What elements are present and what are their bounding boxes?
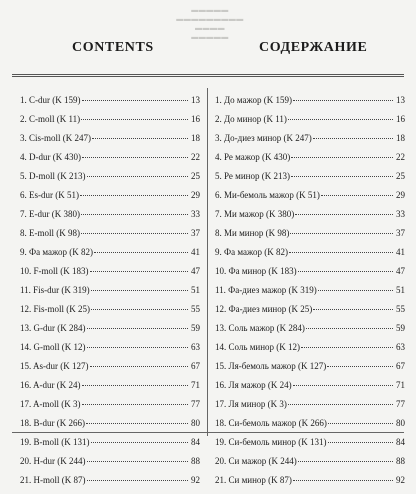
dot-leader bbox=[87, 480, 189, 481]
toc-entry-title: 9. Фа мажор (K 82) bbox=[215, 247, 288, 257]
toc-entry-title: 12. Fis-moll (K 25) bbox=[20, 304, 91, 314]
toc-entry-title: 18. Си-бемоль мажор (K 266) bbox=[215, 418, 327, 428]
toc-entry bbox=[20, 171, 200, 190]
dot-leader bbox=[288, 119, 393, 120]
dot-leader bbox=[87, 328, 189, 329]
toc-entry-title: 21. Си минор (K 87) bbox=[215, 475, 292, 485]
dot-leader bbox=[90, 366, 189, 367]
toc-entry-page: 33 bbox=[191, 209, 200, 219]
toc-entry-title: 15. As-dur (K 127) bbox=[20, 361, 89, 371]
dot-leader bbox=[318, 290, 393, 291]
toc-entry-page: 55 bbox=[396, 304, 405, 314]
dot-leader bbox=[91, 309, 188, 310]
toc-entry-page: 59 bbox=[396, 323, 405, 333]
toc-entry-title: 19. B-moll (K 131) bbox=[20, 437, 90, 447]
dot-leader bbox=[328, 423, 393, 424]
toc-entry bbox=[20, 190, 200, 209]
toc-entry-page: 41 bbox=[191, 247, 200, 257]
dot-leader bbox=[87, 347, 189, 348]
dot-leader bbox=[82, 404, 189, 405]
toc-entry bbox=[20, 475, 200, 494]
toc-entry-title: 5. D-moll (K 213) bbox=[20, 171, 86, 181]
toc-entry bbox=[20, 380, 200, 399]
toc-entry-title: 6. Es-dur (K 51) bbox=[20, 190, 79, 200]
dot-leader bbox=[86, 423, 188, 424]
toc-entry-title: 16. Ля мажор (K 24) bbox=[215, 380, 292, 390]
toc-entry bbox=[215, 266, 405, 285]
toc-entry-page: 63 bbox=[396, 342, 405, 352]
toc-entry bbox=[20, 285, 200, 304]
toc-entry bbox=[215, 323, 405, 342]
toc-entry-page: 33 bbox=[396, 209, 405, 219]
toc-entry-page: 51 bbox=[191, 285, 200, 295]
toc-entry bbox=[20, 95, 200, 114]
toc-entry bbox=[215, 171, 405, 190]
toc-entry-title: 14. G-moll (K 12) bbox=[20, 342, 86, 352]
toc-entry bbox=[20, 152, 200, 171]
toc-entry-page: 37 bbox=[396, 228, 405, 238]
toc-entry-title: 4. Ре мажор (K 430) bbox=[215, 152, 291, 162]
toc-entry-title: 1. C-dur (K 159) bbox=[20, 95, 81, 105]
toc-entry-title: 16. A-dur (K 24) bbox=[20, 380, 81, 390]
toc-entry-title: 4. D-dur (K 430) bbox=[20, 152, 81, 162]
toc-entry-title: 15. Ля-бемоль мажор (K 127) bbox=[215, 361, 327, 371]
toc-entry-title: 12. Фа-диез минор (K 25) bbox=[215, 304, 313, 314]
toc-entry-page: 55 bbox=[191, 304, 200, 314]
toc-entry-page: 22 bbox=[396, 152, 405, 162]
toc-entry-title: 14. Соль минор (K 12) bbox=[215, 342, 301, 352]
toc-entry bbox=[20, 361, 200, 380]
toc-entry-title: 13. G-dur (K 284) bbox=[20, 323, 86, 333]
dot-leader bbox=[313, 138, 393, 139]
toc-entry bbox=[20, 209, 200, 228]
column-divider bbox=[207, 88, 208, 436]
toc-entry bbox=[215, 475, 405, 494]
dot-leader bbox=[81, 214, 188, 215]
toc-entry bbox=[20, 228, 200, 247]
toc-entry-title: 5. Ре минор (K 213) bbox=[215, 171, 290, 181]
toc-entry-page: 25 bbox=[396, 171, 405, 181]
toc-entry-page: 88 bbox=[191, 456, 200, 466]
dot-leader bbox=[306, 328, 393, 329]
toc-entry bbox=[215, 228, 405, 247]
toc-entry-title: 17. Ля минор (K 3) bbox=[215, 399, 287, 409]
toc-entry bbox=[215, 361, 405, 380]
toc-entry bbox=[215, 209, 405, 228]
toc-entry bbox=[215, 133, 405, 152]
toc-entry-title: 20. Си мажор (K 244) bbox=[215, 456, 297, 466]
dot-leader bbox=[293, 385, 393, 386]
toc-entry bbox=[20, 342, 200, 361]
toc-entry-title: 8. Ми минор (K 98) bbox=[215, 228, 290, 238]
toc-entry bbox=[215, 380, 405, 399]
toc-entry-page: 47 bbox=[191, 266, 200, 276]
toc-entry-title: 13. Соль мажор (K 284) bbox=[215, 323, 305, 333]
dot-leader bbox=[298, 461, 393, 462]
toc-entry bbox=[20, 437, 200, 456]
toc-entry-page: 25 bbox=[191, 171, 200, 181]
toc-entry-page: 67 bbox=[396, 361, 405, 371]
toc-entry bbox=[215, 437, 405, 456]
toc-entry-title: 2. C-moll (K 11) bbox=[20, 114, 81, 124]
toc-entry bbox=[215, 304, 405, 323]
toc-entry-title: 7. E-dur (K 380) bbox=[20, 209, 80, 219]
toc-entry-page: 51 bbox=[396, 285, 405, 295]
dot-leader bbox=[295, 214, 393, 215]
toc-entry bbox=[215, 342, 405, 361]
toc-column-english bbox=[20, 95, 200, 494]
dot-leader bbox=[82, 385, 189, 386]
toc-entry bbox=[20, 133, 200, 152]
toc-entry-page: 22 bbox=[191, 152, 200, 162]
toc-entry-page: 29 bbox=[396, 190, 405, 200]
dot-leader bbox=[81, 233, 188, 234]
toc-entry bbox=[215, 418, 405, 437]
toc-entry-page: 29 bbox=[191, 190, 200, 200]
dot-leader bbox=[87, 176, 189, 177]
toc-entry-title: 1. До мажор (K 159) bbox=[215, 95, 293, 105]
dot-leader bbox=[321, 195, 393, 196]
toc-entry bbox=[20, 304, 200, 323]
toc-entry-page: 77 bbox=[191, 399, 200, 409]
toc-entry bbox=[215, 95, 405, 114]
dot-leader bbox=[313, 309, 393, 310]
toc-entry-page: 80 bbox=[396, 418, 405, 428]
toc-entry bbox=[20, 266, 200, 285]
dot-leader bbox=[94, 252, 188, 253]
toc-entry-page: 37 bbox=[191, 228, 200, 238]
toc-entry-title: 17. A-moll (K 3) bbox=[20, 399, 81, 409]
toc-entry-page: 59 bbox=[191, 323, 200, 333]
toc-entry-title: 7. Ми мажор (K 380) bbox=[215, 209, 295, 219]
dot-leader bbox=[82, 100, 189, 101]
toc-entry-page: 84 bbox=[191, 437, 200, 447]
toc-entry-title: 10. F-moll (K 183) bbox=[20, 266, 89, 276]
contents-heading-russian: СОДЕРЖАНИЕ bbox=[259, 40, 368, 55]
toc-entry bbox=[20, 247, 200, 266]
toc-entry-page: 13 bbox=[191, 95, 200, 105]
dot-leader bbox=[91, 442, 189, 443]
toc-entry-title: 11. Фа-диез мажор (K 319) bbox=[215, 285, 317, 295]
toc-entry bbox=[215, 114, 405, 133]
dot-leader bbox=[291, 176, 393, 177]
toc-entry-page: 18 bbox=[191, 133, 200, 143]
dot-leader bbox=[82, 157, 188, 158]
dot-leader bbox=[90, 271, 189, 272]
toc-entry-title: 8. E-moll (K 98) bbox=[20, 228, 80, 238]
toc-entry-title: 3. Cis-moll (K 247) bbox=[20, 133, 91, 143]
toc-entry-title: 9. Фа мажор (K 82) bbox=[20, 247, 93, 257]
dot-leader bbox=[92, 138, 188, 139]
toc-entry-page: 84 bbox=[396, 437, 405, 447]
toc-entry-page: 16 bbox=[396, 114, 405, 124]
toc-entry bbox=[215, 399, 405, 418]
dot-leader bbox=[301, 347, 393, 348]
contents-heading: CONTENTS bbox=[72, 40, 154, 55]
toc-entry-title: 20. H-dur (K 244) bbox=[20, 456, 86, 466]
toc-entry-page: 63 bbox=[191, 342, 200, 352]
dot-leader bbox=[291, 157, 393, 158]
dot-leader bbox=[298, 271, 393, 272]
toc-entry bbox=[20, 418, 200, 437]
toc-entry-page: 92 bbox=[191, 475, 200, 485]
toc-entry-title: 11. Fis-dur (K 319) bbox=[20, 285, 90, 295]
toc-entry-page: 92 bbox=[396, 475, 405, 485]
toc-entry bbox=[215, 285, 405, 304]
toc-entry-title: 18. B-dur (K 266) bbox=[20, 418, 85, 428]
dot-leader bbox=[327, 366, 393, 367]
toc-entry bbox=[20, 399, 200, 418]
toc-entry bbox=[215, 190, 405, 209]
dot-leader bbox=[290, 233, 393, 234]
toc-entry-title: 19. Си-бемоль минор (K 131) bbox=[215, 437, 327, 447]
toc-entry-page: 71 bbox=[396, 380, 405, 390]
toc-entry-page: 16 bbox=[191, 114, 200, 124]
toc-entry bbox=[20, 114, 200, 133]
dot-leader bbox=[87, 461, 189, 462]
toc-entry-title: 2. До минор (K 11) bbox=[215, 114, 287, 124]
toc-entry bbox=[215, 456, 405, 475]
bleed-through-text: ▬▬▬▬▬ ▬▬▬▬▬▬▬▬▬ ▬▬▬▬ ▬▬▬▬▬ bbox=[176, 6, 244, 41]
toc-column-russian bbox=[215, 95, 405, 494]
dot-leader bbox=[80, 195, 188, 196]
toc-entry-page: 88 bbox=[396, 456, 405, 466]
toc-entry bbox=[20, 456, 200, 475]
dot-leader bbox=[81, 119, 188, 120]
dot-leader bbox=[91, 290, 188, 291]
top-double-rule bbox=[12, 74, 404, 77]
toc-entry-page: 80 bbox=[191, 418, 200, 428]
toc-entry-title: 6. Ми-бемоль мажор (K 51) bbox=[215, 190, 320, 200]
toc-entry-page: 71 bbox=[191, 380, 200, 390]
toc-entry bbox=[20, 323, 200, 342]
toc-entry bbox=[215, 152, 405, 171]
dot-leader bbox=[288, 404, 393, 405]
toc-entry-title: 10. Фа минор (K 183) bbox=[215, 266, 297, 276]
toc-entry-title: 3. До-диез минор (K 247) bbox=[215, 133, 312, 143]
toc-entry-page: 67 bbox=[191, 361, 200, 371]
dot-leader bbox=[328, 442, 393, 443]
toc-entry-page: 18 bbox=[396, 133, 405, 143]
toc-entry-page: 13 bbox=[396, 95, 405, 105]
toc-entry-title: 21. H-moll (K 87) bbox=[20, 475, 86, 485]
toc-entry bbox=[215, 247, 405, 266]
dot-leader bbox=[293, 100, 393, 101]
toc-entry-page: 41 bbox=[396, 247, 405, 257]
toc-entry-page: 47 bbox=[396, 266, 405, 276]
dot-leader bbox=[293, 480, 393, 481]
dot-leader bbox=[289, 252, 393, 253]
toc-entry-page: 77 bbox=[396, 399, 405, 409]
